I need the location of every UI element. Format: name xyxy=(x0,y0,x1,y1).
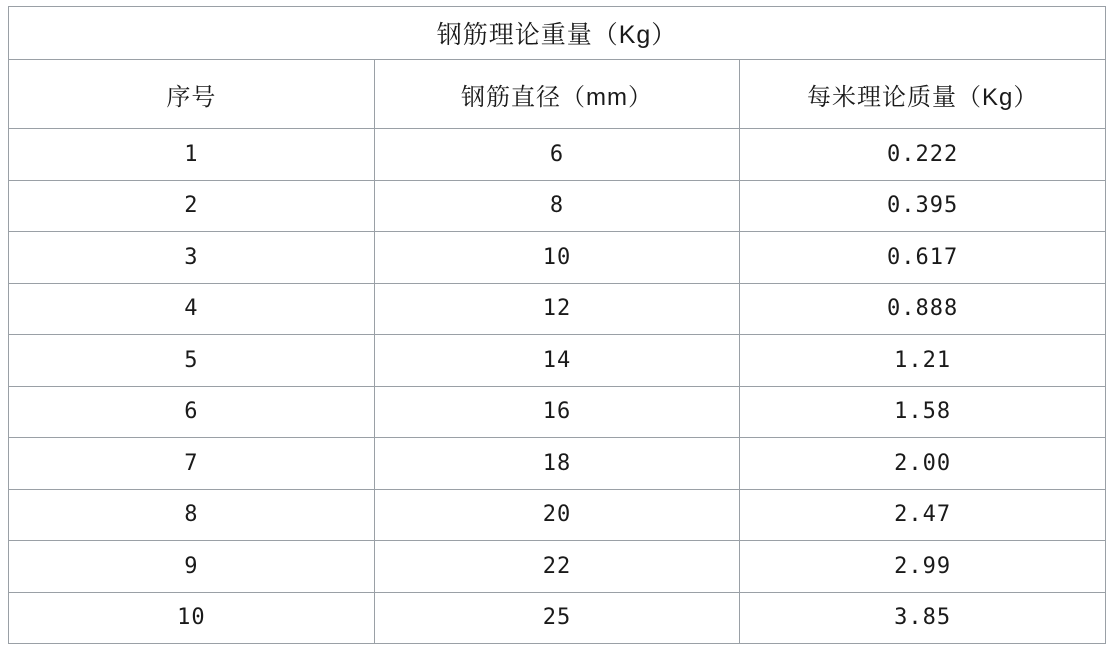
column-header-mass: 每米理论质量（Kg） xyxy=(740,60,1106,129)
cell-mass: 0.888 xyxy=(740,283,1106,335)
table-row xyxy=(9,283,1106,335)
column-header-diameter: 钢筋直径（mm） xyxy=(374,60,740,129)
table-row xyxy=(9,541,1106,593)
cell-mass: 0.395 xyxy=(740,180,1106,232)
cell-diameter: 10 xyxy=(374,232,740,284)
cell-mass: 0.617 xyxy=(740,232,1106,284)
cell-diameter: 14 xyxy=(374,335,740,387)
cell-index: 5 xyxy=(9,335,375,387)
cell-index: 3 xyxy=(9,232,375,284)
table-row xyxy=(9,489,1106,541)
cell-diameter: 6 xyxy=(374,129,740,181)
table-row xyxy=(9,180,1106,232)
cell-diameter: 8 xyxy=(374,180,740,232)
table-row xyxy=(9,232,1106,284)
cell-index: 1 xyxy=(9,129,375,181)
cell-mass: 1.21 xyxy=(740,335,1106,387)
cell-diameter: 22 xyxy=(374,541,740,593)
cell-index: 8 xyxy=(9,489,375,541)
column-header-index: 序号 xyxy=(9,60,375,129)
table-row xyxy=(9,386,1106,438)
cell-index: 10 xyxy=(9,592,375,644)
table-row xyxy=(9,438,1106,490)
table-title-row xyxy=(9,7,1106,60)
rebar-weight-table xyxy=(8,6,1106,644)
cell-index: 2 xyxy=(9,180,375,232)
table-row xyxy=(9,129,1106,181)
table-row xyxy=(9,592,1106,644)
table-title: 钢筋理论重量（Kg） xyxy=(9,7,1106,60)
cell-index: 9 xyxy=(9,541,375,593)
table-header-row xyxy=(9,60,1106,129)
cell-diameter: 18 xyxy=(374,438,740,490)
cell-diameter: 20 xyxy=(374,489,740,541)
cell-mass: 2.99 xyxy=(740,541,1106,593)
cell-diameter: 16 xyxy=(374,386,740,438)
cell-mass: 0.222 xyxy=(740,129,1106,181)
cell-mass: 2.00 xyxy=(740,438,1106,490)
cell-mass: 3.85 xyxy=(740,592,1106,644)
cell-diameter: 25 xyxy=(374,592,740,644)
cell-mass: 1.58 xyxy=(740,386,1106,438)
cell-diameter: 12 xyxy=(374,283,740,335)
cell-index: 4 xyxy=(9,283,375,335)
table-row xyxy=(9,335,1106,387)
cell-mass: 2.47 xyxy=(740,489,1106,541)
cell-index: 7 xyxy=(9,438,375,490)
cell-index: 6 xyxy=(9,386,375,438)
